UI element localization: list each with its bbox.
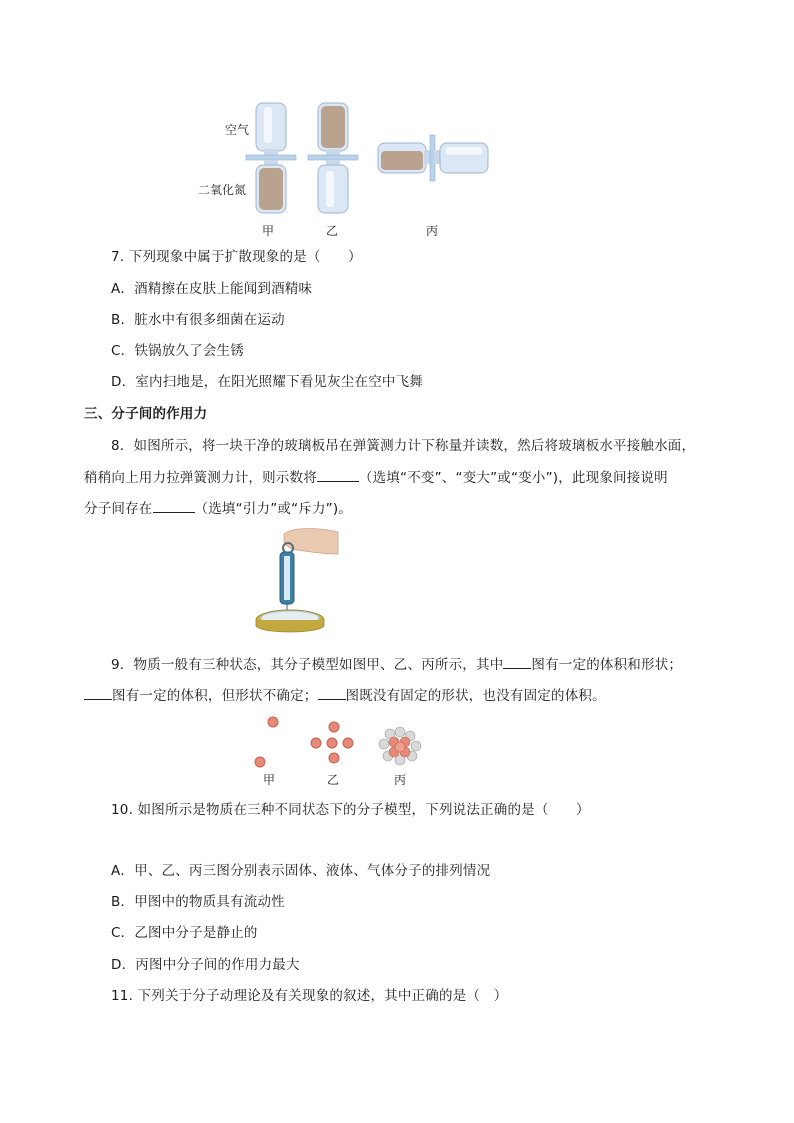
- q8-line2-text-a: 稍稍向上用力拉弹簧测力计，则示数将: [84, 470, 317, 486]
- solid-molecules: [379, 727, 421, 765]
- mol-label-bing: 丙: [394, 773, 407, 787]
- q9-line1: [111, 655, 682, 674]
- spring-scale-figure: [252, 528, 342, 638]
- q9-blank-3[interactable]: [318, 686, 346, 700]
- q8-line3-text-b: （选填“引力”或“斥力”)。: [194, 501, 353, 517]
- section-heading: 三、分子间的作用力: [84, 406, 208, 422]
- liquid-molecules: [311, 722, 353, 763]
- label-jia: 甲: [262, 224, 275, 238]
- label-no2: 二氧化氮: [198, 183, 247, 197]
- q8-blank-2[interactable]: [153, 499, 195, 513]
- gas-molecules: [255, 717, 278, 767]
- q11-stem: 11. 下列关于分子动理论及有关现象的叙述，其中正确的是（ ）: [111, 988, 508, 1004]
- label-yi: 乙: [326, 224, 339, 238]
- bottle-pair-bing: [378, 135, 488, 181]
- q8-line2: [84, 468, 668, 487]
- q8-line3: [84, 499, 352, 518]
- q7-stem: 7. 下列现象中属于扩散现象的是（ ）: [111, 249, 362, 265]
- q9-line2-text-b: 图既没有固定的形状，也没有固定的体积。: [345, 688, 606, 704]
- q9-blank-2[interactable]: [84, 686, 112, 700]
- q10-option-a: A．甲、乙、丙三图分别表示固体、液体、气体分子的排列情况: [111, 863, 491, 879]
- q8-line3-text-a: 分子间存在: [84, 501, 153, 517]
- q9-blank-1[interactable]: [503, 655, 531, 669]
- q7-option-b: B．脏水中有很多细菌在运动: [111, 312, 285, 328]
- q8-line2-text-b: （选填“不变”、“变大”或“变小”)，此现象间接说明: [358, 470, 668, 486]
- mol-label-yi: 乙: [327, 773, 340, 787]
- q9-line2: [84, 686, 606, 705]
- q9-line1-text-a: 9．物质一般有三种状态，其分子模型如图甲、乙、丙所示，其中: [111, 657, 504, 673]
- q9-line1-text-b: 图有一定的体积和形状；: [531, 657, 683, 673]
- bottle-pair-jia: [246, 103, 296, 213]
- bottle-diagram: [210, 95, 510, 220]
- q10-option-c: C．乙图中分子是静止的: [111, 925, 258, 941]
- bottle-figure: [198, 95, 510, 240]
- q10-option-b: B．甲图中的物质具有流动性: [111, 894, 285, 910]
- bottle-pair-yi: [308, 103, 358, 213]
- label-bing: 丙: [426, 224, 439, 238]
- q7-option-d: D．室内扫地是，在阳光照耀下看见灰尘在空中飞舞: [111, 374, 423, 390]
- q10-option-d: D．丙图中分子间的作用力最大: [111, 957, 300, 973]
- q10-stem: 10. 如图所示是物质在三种不同状态下的分子模型，下列说法正确的是（ ）: [111, 802, 590, 818]
- q8-blank-1[interactable]: [317, 468, 359, 482]
- molecule-models-figure: [250, 712, 430, 772]
- q7-option-a: A．酒精擦在皮肤上能闻到酒精味: [111, 281, 313, 297]
- q8-line1: 8．如图所示，将一块干净的玻璃板吊在弹簧测力计下称量并读数，然后将玻璃板水平接触水面，: [111, 438, 696, 454]
- q9-line2-text-a: 图有一定的体积，但形状不确定；: [112, 688, 318, 704]
- label-air: 空气: [225, 123, 250, 137]
- q7-option-c: C．铁锅放久了会生锈: [111, 343, 244, 359]
- mol-label-jia: 甲: [263, 773, 276, 787]
